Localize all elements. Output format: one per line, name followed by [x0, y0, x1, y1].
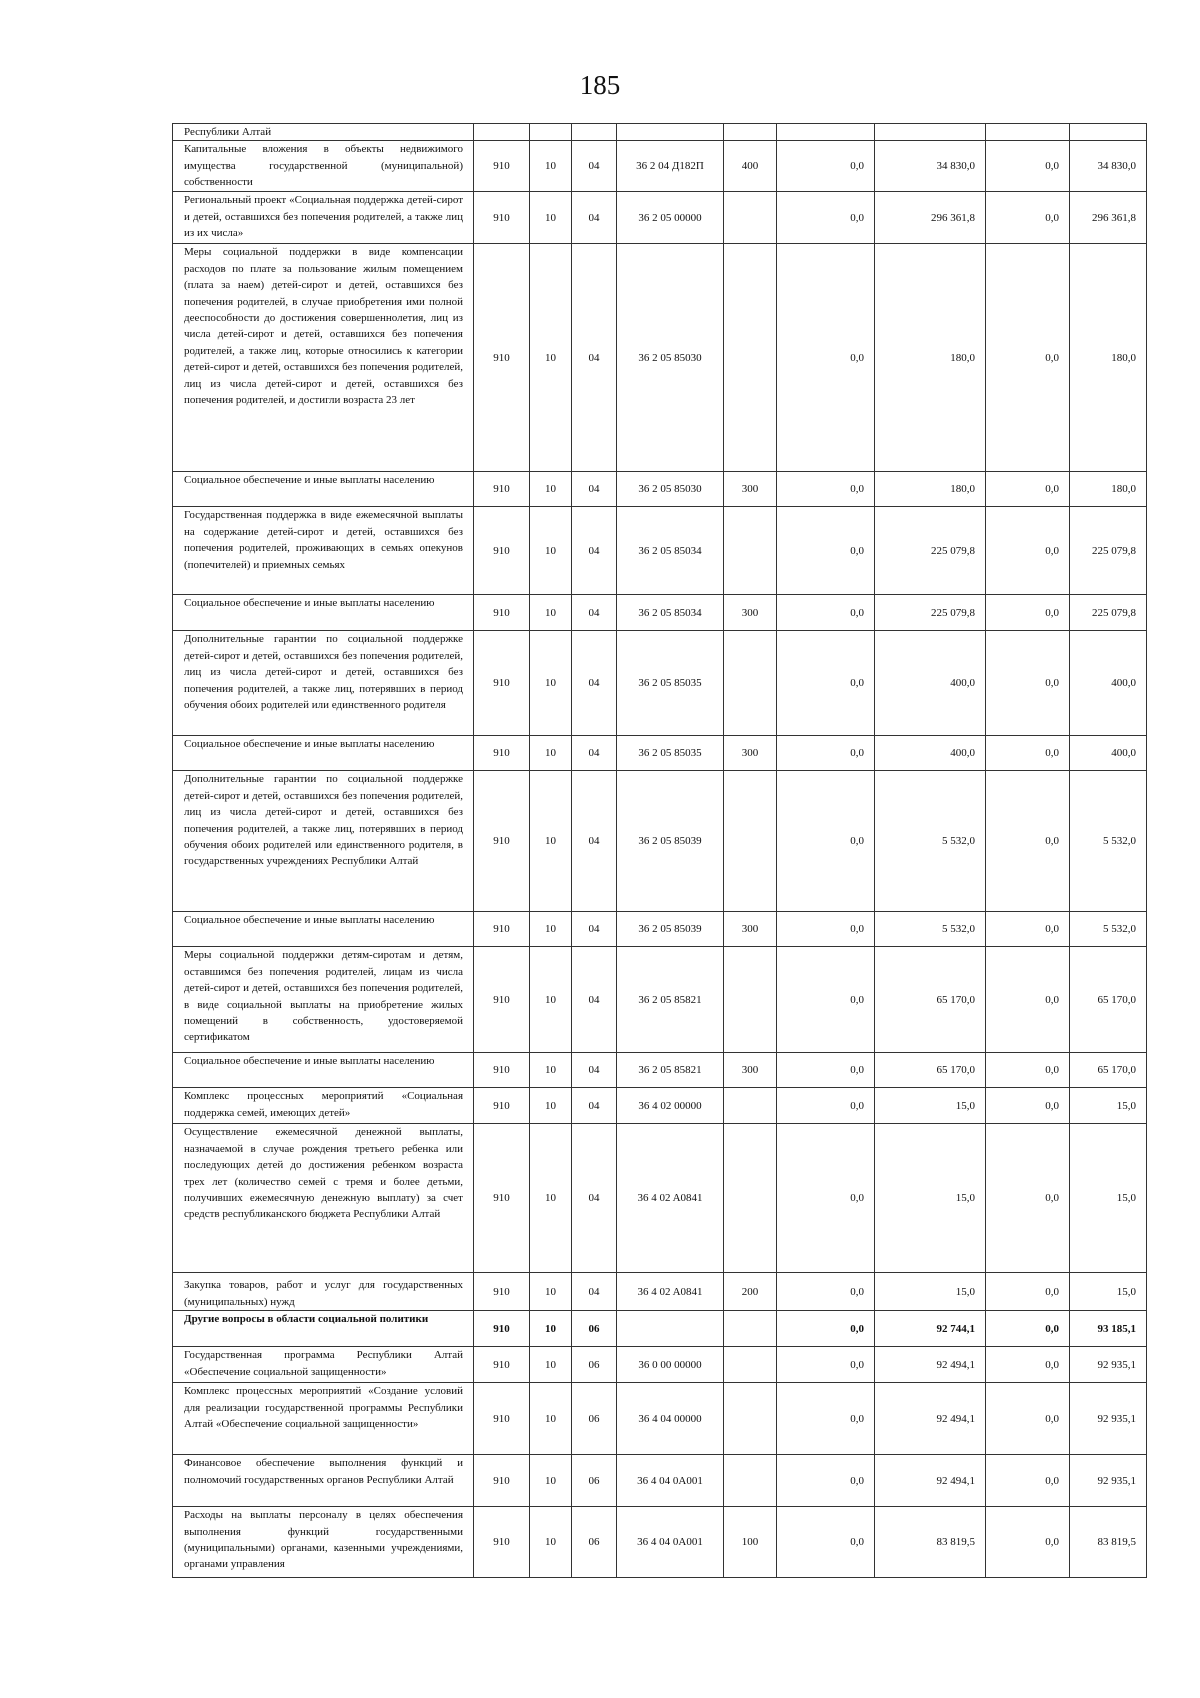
amount-3: 0,0 [986, 631, 1070, 736]
target-article-code: 36 2 05 85035 [617, 631, 724, 736]
row-name: Расходы на выплаты персоналу в целях обеспечения выполнения функций государственными (муниципальными) органами, казенными учреждениями, органами управления [173, 1507, 474, 1578]
subsection-code: 06 [572, 1383, 617, 1455]
chief-admin-code: 910 [474, 1311, 530, 1347]
amount-4: 83 819,5 [1070, 1507, 1147, 1578]
amount-3: 0,0 [986, 141, 1070, 192]
table-row [173, 1455, 1147, 1507]
amount-1: 0,0 [777, 1124, 875, 1273]
expense-type-code: 300 [724, 595, 777, 631]
section-code [530, 124, 572, 141]
amount-4: 400,0 [1070, 631, 1147, 736]
budget-table [172, 123, 1147, 1578]
subsection-code: 04 [572, 947, 617, 1053]
row-name: Региональный проект «Социальная поддержка детей-сирот и детей, оставшихся без попечения родителей, а также лиц из их числа» [173, 192, 474, 244]
target-article-code [617, 124, 724, 141]
table-row [173, 595, 1147, 631]
table-row [173, 1124, 1147, 1273]
amount-1: 0,0 [777, 1311, 875, 1347]
amount-4 [1070, 124, 1147, 141]
amount-3: 0,0 [986, 1507, 1070, 1578]
chief-admin-code: 910 [474, 192, 530, 244]
target-article-code: 36 4 04 0A001 [617, 1507, 724, 1578]
amount-2 [875, 124, 986, 141]
section-code: 10 [530, 736, 572, 771]
amount-2: 92 494,1 [875, 1383, 986, 1455]
chief-admin-code: 910 [474, 507, 530, 595]
table-row [173, 141, 1147, 192]
amount-1: 0,0 [777, 1507, 875, 1578]
table-row [173, 124, 1147, 141]
chief-admin-code [474, 124, 530, 141]
section-code: 10 [530, 1124, 572, 1273]
expense-type-code: 100 [724, 1507, 777, 1578]
subsection-code: 04 [572, 472, 617, 507]
expense-type-code [724, 1088, 777, 1124]
amount-2: 180,0 [875, 244, 986, 472]
subsection-code: 04 [572, 141, 617, 192]
subsection-code: 06 [572, 1347, 617, 1383]
amount-3: 0,0 [986, 912, 1070, 947]
table-row [173, 1347, 1147, 1383]
amount-3: 0,0 [986, 1455, 1070, 1507]
expense-type-code: 300 [724, 912, 777, 947]
expense-type-code [724, 631, 777, 736]
table-row [173, 1311, 1147, 1347]
amount-1: 0,0 [777, 912, 875, 947]
amount-2: 15,0 [875, 1124, 986, 1273]
amount-3: 0,0 [986, 1088, 1070, 1124]
amount-3: 0,0 [986, 244, 1070, 472]
amount-4: 5 532,0 [1070, 912, 1147, 947]
amount-3: 0,0 [986, 1124, 1070, 1273]
target-article-code: 36 2 04 Д182П [617, 141, 724, 192]
expense-type-code: 200 [724, 1273, 777, 1311]
target-article-code: 36 2 05 85030 [617, 244, 724, 472]
table-row [173, 1383, 1147, 1455]
row-name: Закупка товаров, работ и услуг для государственных (муниципальных) нужд [173, 1273, 474, 1311]
table-row [173, 244, 1147, 472]
expense-type-code [724, 124, 777, 141]
amount-2: 83 819,5 [875, 1507, 986, 1578]
amount-3: 0,0 [986, 1383, 1070, 1455]
amount-4: 15,0 [1070, 1124, 1147, 1273]
chief-admin-code: 910 [474, 771, 530, 912]
chief-admin-code: 910 [474, 1053, 530, 1088]
table-row [173, 1273, 1147, 1311]
amount-4: 92 935,1 [1070, 1383, 1147, 1455]
row-name: Меры социальной поддержки детям-сиротам и детям, оставшимся без попечения родителей, лицам из числа детей-сирот и детей, оставшихся без попечения родителей, в виде социальной выплаты на приобретение жилых помещений в собственность, удостоверяемой сертификатом [173, 947, 474, 1053]
table-row [173, 1507, 1147, 1578]
amount-4: 92 935,1 [1070, 1347, 1147, 1383]
table-row [173, 507, 1147, 595]
amount-3: 0,0 [986, 507, 1070, 595]
amount-2: 5 532,0 [875, 771, 986, 912]
target-article-code: 36 4 02 A0841 [617, 1273, 724, 1311]
page-number: 185 [579, 70, 621, 100]
row-name: Государственная поддержка в виде ежемесячной выплаты на содержание детей-сирот и детей, оставшихся без попечения родителей, проживающих в семьях опекунов (попечителей) и приемных семьях [173, 507, 474, 595]
section-code: 10 [530, 1053, 572, 1088]
amount-1: 0,0 [777, 1053, 875, 1088]
amount-3: 0,0 [986, 192, 1070, 244]
section-code: 10 [530, 631, 572, 736]
chief-admin-code: 910 [474, 1273, 530, 1311]
table-row [173, 947, 1147, 1053]
amount-1: 0,0 [777, 244, 875, 472]
row-name: Социальное обеспечение и иные выплаты населению [173, 736, 474, 771]
subsection-code: 04 [572, 1273, 617, 1311]
chief-admin-code: 910 [474, 141, 530, 192]
table-row [173, 192, 1147, 244]
expense-type-code: 300 [724, 736, 777, 771]
row-name: Капитальные вложения в объекты недвижимого имущества государственной (муниципальной) собственности [173, 141, 474, 192]
target-article-code: 36 2 05 85039 [617, 771, 724, 912]
target-article-code: 36 2 05 00000 [617, 192, 724, 244]
section-code: 10 [530, 472, 572, 507]
section-code: 10 [530, 771, 572, 912]
amount-2: 65 170,0 [875, 947, 986, 1053]
expense-type-code: 400 [724, 141, 777, 192]
row-name: Дополнительные гарантии по социальной поддержке детей-сирот и детей, оставшихся без попечения родителей, лиц из числа детей-сирот и детей, оставшихся без попечения родителей, а также лиц, потерявших в период обучения обоих родителей или единственного родителя, в государственных учреждениях Республики Алтай [173, 771, 474, 912]
section-code: 10 [530, 192, 572, 244]
amount-4: 92 935,1 [1070, 1455, 1147, 1507]
amount-1: 0,0 [777, 595, 875, 631]
subsection-code: 04 [572, 1053, 617, 1088]
row-name: Комплекс процессных мероприятий «Создание условий для реализации государственной программы Республики Алтай «Обеспечение социальной защищенности» [173, 1383, 474, 1455]
section-code: 10 [530, 1347, 572, 1383]
target-article-code: 36 2 05 85030 [617, 472, 724, 507]
section-code: 10 [530, 595, 572, 631]
target-article-code: 36 2 05 85034 [617, 507, 724, 595]
target-article-code: 36 2 05 85034 [617, 595, 724, 631]
amount-2: 296 361,8 [875, 192, 986, 244]
amount-2: 15,0 [875, 1273, 986, 1311]
subsection-code: 04 [572, 595, 617, 631]
amount-1: 0,0 [777, 771, 875, 912]
target-article-code: 36 4 02 A0841 [617, 1124, 724, 1273]
target-article-code: 36 0 00 00000 [617, 1347, 724, 1383]
table-row [173, 1088, 1147, 1124]
chief-admin-code: 910 [474, 736, 530, 771]
subsection-code: 04 [572, 507, 617, 595]
expense-type-code [724, 771, 777, 912]
section-code: 10 [530, 1507, 572, 1578]
amount-4: 400,0 [1070, 736, 1147, 771]
amount-2: 225 079,8 [875, 595, 986, 631]
amount-2: 92 494,1 [875, 1347, 986, 1383]
amount-4: 296 361,8 [1070, 192, 1147, 244]
amount-3: 0,0 [986, 595, 1070, 631]
amount-1: 0,0 [777, 1347, 875, 1383]
section-code: 10 [530, 1383, 572, 1455]
amount-2: 400,0 [875, 736, 986, 771]
section-code: 10 [530, 1088, 572, 1124]
amount-1: 0,0 [777, 192, 875, 244]
expense-type-code: 300 [724, 472, 777, 507]
row-name: Комплекс процессных мероприятий «Социальная поддержка семей, имеющих детей» [173, 1088, 474, 1124]
subsection-code: 06 [572, 1311, 617, 1347]
amount-3: 0,0 [986, 472, 1070, 507]
expense-type-code [724, 947, 777, 1053]
chief-admin-code: 910 [474, 947, 530, 1053]
amount-3: 0,0 [986, 1311, 1070, 1347]
subsection-code: 04 [572, 631, 617, 736]
table-row [173, 1053, 1147, 1088]
section-code: 10 [530, 912, 572, 947]
amount-1: 0,0 [777, 736, 875, 771]
row-name: Финансовое обеспечение выполнения функций и полномочий государственных органов Республики Алтай [173, 1455, 474, 1507]
target-article-code: 36 4 04 0A001 [617, 1455, 724, 1507]
target-article-code: 36 4 04 00000 [617, 1383, 724, 1455]
amount-1: 0,0 [777, 141, 875, 192]
amount-4: 34 830,0 [1070, 141, 1147, 192]
expense-type-code [724, 507, 777, 595]
row-name: Социальное обеспечение и иные выплаты населению [173, 472, 474, 507]
row-name: Осуществление ежемесячной денежной выплаты, назначаемой в случае рождения третьего ребенка или последующих детей до достижения ребенком возраста трех лет (количество семей с тремя и более детьми, получивших ежемесячную денежную выплату) за счет средств республиканского бюджета Республики Алтай [173, 1124, 474, 1273]
amount-1: 0,0 [777, 1088, 875, 1124]
expense-type-code [724, 244, 777, 472]
amount-4: 65 170,0 [1070, 1053, 1147, 1088]
table-row [173, 631, 1147, 736]
amount-1 [777, 124, 875, 141]
expense-type-code [724, 192, 777, 244]
amount-1: 0,0 [777, 947, 875, 1053]
target-article-code [617, 1311, 724, 1347]
chief-admin-code: 910 [474, 244, 530, 472]
subsection-code: 04 [572, 1124, 617, 1273]
amount-1: 0,0 [777, 1383, 875, 1455]
target-article-code: 36 2 05 85821 [617, 1053, 724, 1088]
subsection-code [572, 124, 617, 141]
target-article-code: 36 2 05 85821 [617, 947, 724, 1053]
amount-4: 15,0 [1070, 1273, 1147, 1311]
subsection-code: 04 [572, 736, 617, 771]
chief-admin-code: 910 [474, 1088, 530, 1124]
chief-admin-code: 910 [474, 472, 530, 507]
table-row [173, 771, 1147, 912]
amount-3: 0,0 [986, 1347, 1070, 1383]
amount-2: 34 830,0 [875, 141, 986, 192]
amount-4: 225 079,8 [1070, 595, 1147, 631]
budget-rows [173, 124, 1147, 1578]
amount-2: 92 744,1 [875, 1311, 986, 1347]
amount-2: 92 494,1 [875, 1455, 986, 1507]
expense-type-code [724, 1124, 777, 1273]
amount-2: 180,0 [875, 472, 986, 507]
subsection-code: 04 [572, 192, 617, 244]
expense-type-code [724, 1455, 777, 1507]
section-code: 10 [530, 244, 572, 472]
section-code: 10 [530, 141, 572, 192]
row-name: Меры социальной поддержки в виде компенсации расходов по плате за пользование жилым помещением (плата за наем) детей-сирот и детей, оставшихся без попечения родителей, в случае приобретения ими полной дееспособности до достижения совершеннолетия, лиц из числа детей-сирот и детей, оставшихся без попечения родителей, а также лиц, которые относились к категории детей-сирот и детей, оставшихся без попечения родителей, лиц из числа детей-сирот и детей, оставшихся без попечения родителей, и достигли возраста 23 лет [173, 244, 474, 472]
target-article-code: 36 2 05 85035 [617, 736, 724, 771]
row-name: Социальное обеспечение и иные выплаты населению [173, 595, 474, 631]
amount-1: 0,0 [777, 1455, 875, 1507]
amount-1: 0,0 [777, 631, 875, 736]
row-name: Республики Алтай [173, 124, 474, 141]
chief-admin-code: 910 [474, 1124, 530, 1273]
amount-1: 0,0 [777, 507, 875, 595]
table-row [173, 472, 1147, 507]
amount-4: 93 185,1 [1070, 1311, 1147, 1347]
expense-type-code [724, 1347, 777, 1383]
table-row [173, 736, 1147, 771]
subsection-code: 06 [572, 1455, 617, 1507]
expense-type-code [724, 1383, 777, 1455]
amount-4: 225 079,8 [1070, 507, 1147, 595]
subsection-code: 04 [572, 912, 617, 947]
amount-2: 5 532,0 [875, 912, 986, 947]
amount-4: 65 170,0 [1070, 947, 1147, 1053]
chief-admin-code: 910 [474, 1383, 530, 1455]
amount-2: 65 170,0 [875, 1053, 986, 1088]
expense-type-code [724, 1311, 777, 1347]
section-code: 10 [530, 507, 572, 595]
row-name: Государственная программа Республики Алтай «Обеспечение социальной защищенности» [173, 1347, 474, 1383]
chief-admin-code: 910 [474, 1347, 530, 1383]
subsection-code: 04 [572, 1088, 617, 1124]
chief-admin-code: 910 [474, 1455, 530, 1507]
row-name: Социальное обеспечение и иные выплаты населению [173, 912, 474, 947]
amount-2: 15,0 [875, 1088, 986, 1124]
chief-admin-code: 910 [474, 595, 530, 631]
amount-2: 225 079,8 [875, 507, 986, 595]
amount-3: 0,0 [986, 771, 1070, 912]
subsection-code: 06 [572, 1507, 617, 1578]
amount-4: 5 532,0 [1070, 771, 1147, 912]
amount-1: 0,0 [777, 1273, 875, 1311]
section-code: 10 [530, 1273, 572, 1311]
subsection-code: 04 [572, 244, 617, 472]
subsection-code: 04 [572, 771, 617, 912]
row-name: Социальное обеспечение и иные выплаты населению [173, 1053, 474, 1088]
chief-admin-code: 910 [474, 912, 530, 947]
section-code: 10 [530, 1455, 572, 1507]
amount-3: 0,0 [986, 1053, 1070, 1088]
amount-2: 400,0 [875, 631, 986, 736]
amount-3: 0,0 [986, 1273, 1070, 1311]
amount-1: 0,0 [777, 472, 875, 507]
row-name: Другие вопросы в области социальной политики [173, 1311, 474, 1347]
target-article-code: 36 4 02 00000 [617, 1088, 724, 1124]
amount-4: 15,0 [1070, 1088, 1147, 1124]
row-name: Дополнительные гарантии по социальной поддержке детей-сирот и детей, оставшихся без попечения родителей, лиц из числа детей-сирот и детей, оставшихся без попечения родителей, а также лиц, потерявших в период обучения обоих родителей или единственного родителя [173, 631, 474, 736]
table-row [173, 912, 1147, 947]
amount-4: 180,0 [1070, 472, 1147, 507]
section-code: 10 [530, 947, 572, 1053]
section-code: 10 [530, 1311, 572, 1347]
expense-type-code: 300 [724, 1053, 777, 1088]
chief-admin-code: 910 [474, 1507, 530, 1578]
amount-3: 0,0 [986, 947, 1070, 1053]
amount-3: 0,0 [986, 736, 1070, 771]
chief-admin-code: 910 [474, 631, 530, 736]
target-article-code: 36 2 05 85039 [617, 912, 724, 947]
amount-4: 180,0 [1070, 244, 1147, 472]
amount-3 [986, 124, 1070, 141]
